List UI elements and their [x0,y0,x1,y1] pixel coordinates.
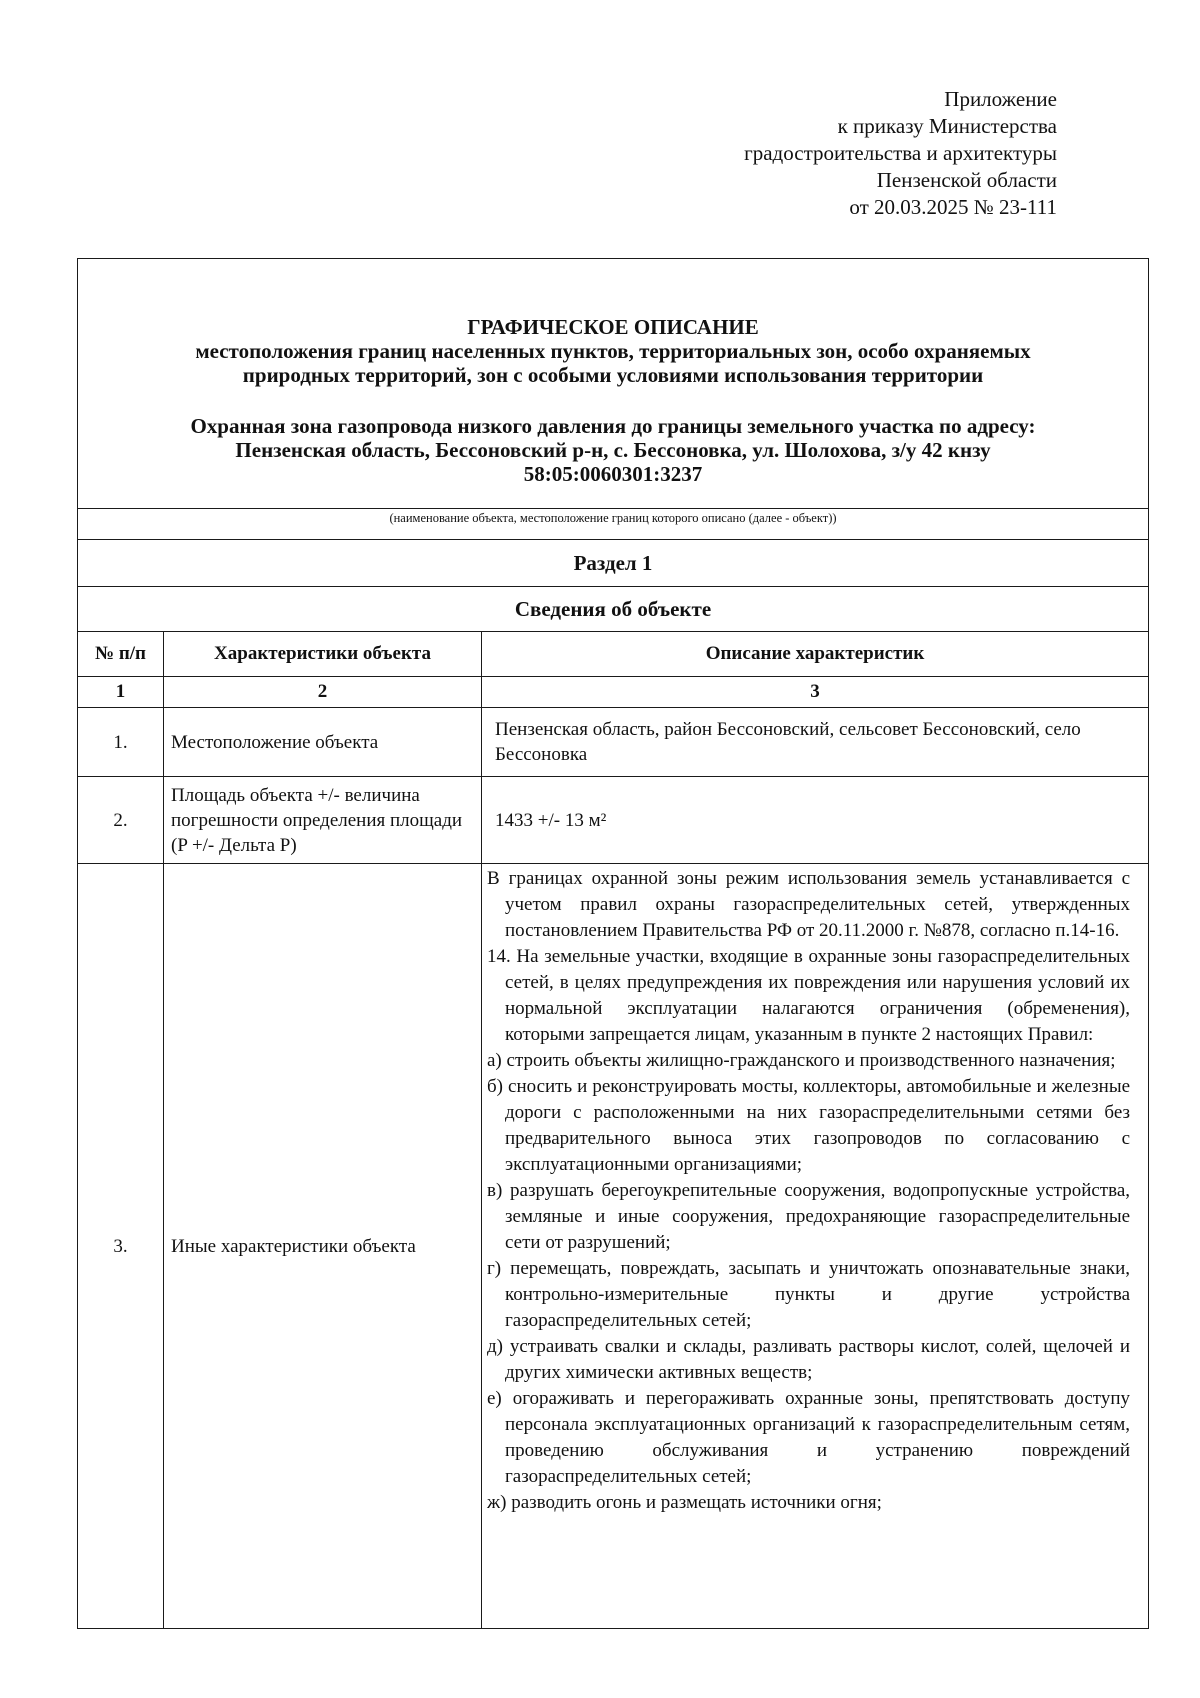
appendix-line: Приложение [944,87,1057,111]
restriction-paragraph: а) строить объекты жилищно-гражданского и производственного назначения; [487,1050,1116,1071]
table-row [78,864,1149,1629]
appendix-line: от 20.03.2025 № 23-111 [849,195,1057,219]
restriction-paragraph: в) разрушать берегоукрепительные сооружения, водопропускные устройства, земляные и иные сооружения, предохраняющие газораспределительные сети от разрушений; [487,1180,1131,1253]
document-subtitle-line: местоположения границ населенных пунктов, территориальных зон, особо охраняемых [195,339,1031,363]
section-title: Раздел 1 [78,540,1149,587]
title-block [78,259,1149,509]
column-number-row [78,677,1149,708]
column-number: 3 [482,677,1149,708]
restriction-paragraph: б) сносить и реконструировать мосты, коллекторы, автомобильные и железные дороги с расположенными на них газораспределительными сетями без предварительного выноса этих газопроводов по согласованию с эксплуатационными организациями; [487,1076,1131,1175]
table-header-row [78,632,1149,677]
column-number: 1 [78,677,164,708]
row-characteristic: Иные характеристики объекта [164,864,482,1629]
header-number: № п/п [78,632,164,677]
appendix-line: градостроительства и архитектуры [744,141,1057,165]
row-description: 1433 +/- 13 м² [482,777,1149,864]
document-subtitle-line: природных территорий, зон с особыми условиями использования территории [242,363,984,387]
restriction-paragraph: В границах охранной зоны режим использования земель устанавливается с учетом правил охраны газораспределительных сетей, утвержденных постановлением Правительства РФ от 20.11.2000 г. №878, согласно п.14-16. [487,868,1131,941]
section-subtitle: Сведения об объекте [78,587,1149,632]
document-title: ГРАФИЧЕСКОЕ ОПИСАНИЕ [467,315,759,339]
table-row [78,777,1149,864]
row-description [482,864,1149,1629]
header-description: Описание характеристик [482,632,1149,677]
object-name-line: Пензенская область, Бессоновский р-н, с. Бессоновка, ул. Шолохова, з/у 42 кнзу [235,438,991,462]
graphic-description-table [77,258,1149,1629]
row-number: 1. [78,708,164,777]
restriction-paragraph: е) огораживать и перегораживать охранные зоны, препятствовать доступу персонала эксплуатационных организаций к газораспределительным сетям, проведению обслуживания и устранению повреждений газораспределительных сетей; [487,1388,1131,1487]
restriction-paragraph: 14. На земельные участки, входящие в охранные зоны газораспределительных сетей, в целях предупреждения их повреждения или нарушения условий их нормальной эксплуатации налагаются ограничения (обременения), которыми запрещается лицам, указанным в пункте 2 настоящих Правил: [487,946,1131,1045]
restriction-paragraph: ж) разводить огонь и размещать источники огня; [487,1492,882,1513]
row-characteristic: Площадь объекта +/- величина погрешности определения площади (P +/- Дельта P) [164,777,482,864]
row-characteristic: Местоположение объекта [164,708,482,777]
object-caption: (наименование объекта, местоположение границ которого описано (далее - объект)) [78,509,1149,540]
appendix-line: Пензенской области [876,168,1057,192]
column-number: 2 [164,677,482,708]
table-row [78,708,1149,777]
appendix-line: к приказу Министерства [837,114,1057,138]
row-description: Пензенская область, район Бессоновский, сельсовет Бессоновский, село Бессоновка [482,708,1149,777]
restriction-paragraph: д) устраивать свалки и склады, разливать растворы кислот, солей, щелочей и других химически активных веществ; [487,1336,1131,1383]
row-number: 3. [78,864,164,1629]
restriction-paragraph: г) перемещать, повреждать, засыпать и уничтожать опознавательные знаки, контрольно-измерительные пункты и другие устройства газораспределительных сетей; [487,1258,1131,1331]
object-name-line: Охранная зона газопровода низкого давления до границы земельного участка по адресу: [190,414,1036,438]
appendix-block [744,86,1057,221]
row-number: 2. [78,777,164,864]
object-name-line: 58:05:0060301:3237 [523,462,703,486]
header-characteristic: Характеристики объекта [164,632,482,677]
